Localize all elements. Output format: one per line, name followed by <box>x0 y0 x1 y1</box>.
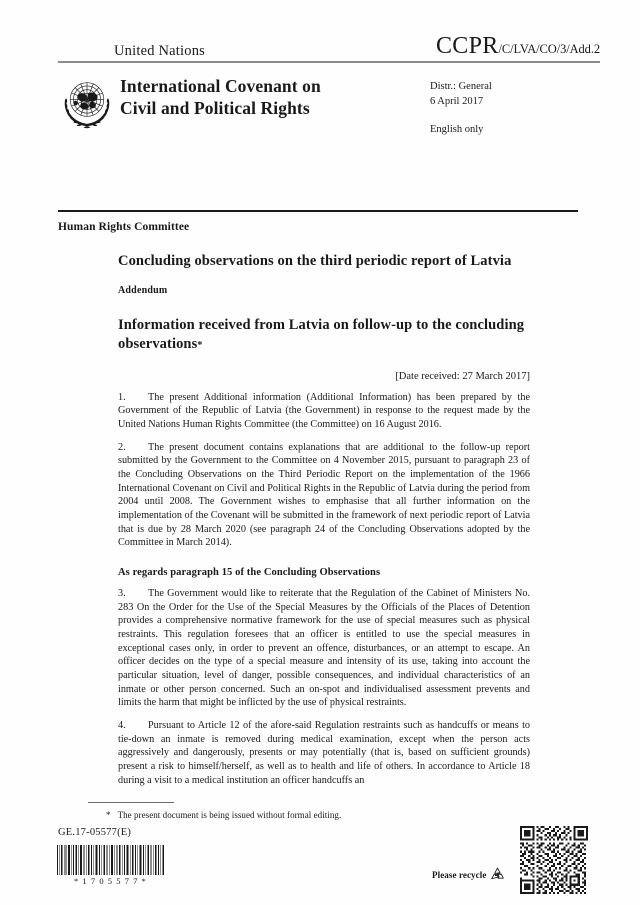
page-title: Concluding observations on the third periodic report of Latvia <box>118 253 512 269</box>
paragraph-3 <box>118 587 530 710</box>
document-symbol <box>436 34 600 58</box>
paragraph-3-number: 3. <box>118 587 126 599</box>
document-symbol-suffix: /C/LVA/CO/3/Add.2 <box>498 42 600 56</box>
masthead-top-row <box>58 33 600 59</box>
distribution-spacer <box>430 109 600 122</box>
paragraph-1-number: 1. <box>118 391 126 403</box>
subtitle-footnote-marker: * <box>197 339 203 351</box>
job-number: GE.17-05577(E) <box>58 827 132 838</box>
barcode-block <box>56 845 168 886</box>
date-received: [Date received: 27 March 2017] <box>395 370 530 382</box>
masthead <box>58 33 600 138</box>
document-content <box>118 252 530 787</box>
addendum-label: Addendum <box>118 284 168 296</box>
paragraph-2-text: The present document contains explanations that are additional to the follow-up report submitted by the Government to the Committee on 4 November 2015, pursuant to paragraph 23 of the Concluding Observations on the Third Periodic Report on the implementation of the 1966 International Covenant on Civil and Political Rights in the Republic of Latvia during the period from 2004 until 2008. The Government wishes to emphasise that all further information on the implementation of the Covenant will be submitted in the framework of next periodic report of Latvia that is due by 28 March 2020 (see paragraph 24 of the Concluding Observations adopted by the Committee in March 2014). <box>118 441 530 549</box>
paragraph-1 <box>118 391 530 432</box>
covenant-title-line1: International Covenant on <box>120 76 321 96</box>
recycle-icon <box>489 866 506 883</box>
paragraph-4 <box>118 719 530 787</box>
distribution-type: Distr.: General <box>430 81 492 92</box>
covenant-title <box>120 72 430 138</box>
organization-name: United Nations <box>114 42 205 59</box>
footnote-separator <box>88 802 174 803</box>
paragraph-1-text: The present Additional information (Additional Information) has been prepared by the Government of the Republic of Latvia (the Government) in response to the request made by the United Nations Human Rights Committee (the Committee) on 16 August 2016. <box>118 391 530 430</box>
paragraph-4-number: 4. <box>118 719 126 731</box>
barcode-digits: *1705577* <box>73 876 151 886</box>
footnote-marker: * <box>106 810 111 820</box>
body-separator-rule <box>58 210 578 212</box>
barcode-icon <box>56 845 166 875</box>
qr-code-icon <box>520 826 588 894</box>
paragraph-2-number: 2. <box>118 441 126 453</box>
distribution-block <box>430 72 600 138</box>
paragraph-2 <box>118 441 530 550</box>
masthead-body <box>58 72 600 138</box>
paragraph-4-text: Pursuant to Article 12 of the afore-said Regulation restraints such as handcuffs or means to tie-down an inmate is removed during medical examination, except when the person acts aggressively and dangerously, presents or may potentially (that is, based on sufficient grounds) present a risk to himself/herself, as well as to health and life of others. In accordance to Article 18 during a visit to a medical institution an officer handcuffs an <box>118 719 530 786</box>
recycle-notice <box>432 866 506 883</box>
distribution-date: 6 April 2017 <box>430 96 484 108</box>
page-subtitle-text: Information received from Latvia on follow-up to the concluding observations <box>118 316 525 352</box>
footnote-text: The present document is being issued without formal editing. <box>117 810 342 820</box>
un-emblem-icon <box>58 74 116 132</box>
page-subtitle <box>118 316 530 354</box>
paragraph-3-text: The Government would like to reiterate that the Regulation of the Cabinet of Ministers No. 283 On the Order for the Use of the Special Measures by the Officials of the Places of Detention provides a comprehensive normative framework for the use of special measures such as physical restraints. This regulation foresees that an officer is entitled to use the special measures in exceptional cases only, in order to prevent an offence, disturbances, or an attempt to escape. An officer decides on the type of a special measure and intensity of its use, taking into account the particular situation, level of danger, possible consequences, and individual characteristics of an inmate or other person concerned. Such an on-spot and individualised assessment prevents and limits the harm that might be inflicted by the use of physical restraints. <box>118 587 530 709</box>
footnote <box>106 810 341 820</box>
emblem-container <box>58 72 120 138</box>
masthead-rule <box>58 61 600 63</box>
covenant-title-line2: Civil and Political Rights <box>120 98 310 119</box>
recycle-label: Please recycle <box>432 869 487 880</box>
distribution-language: English only <box>430 124 484 136</box>
section-heading: As regards paragraph 15 of the Concluding Observations <box>118 566 381 578</box>
committee-name: Human Rights Committee <box>58 221 190 233</box>
document-symbol-main: CCPR <box>435 33 499 59</box>
